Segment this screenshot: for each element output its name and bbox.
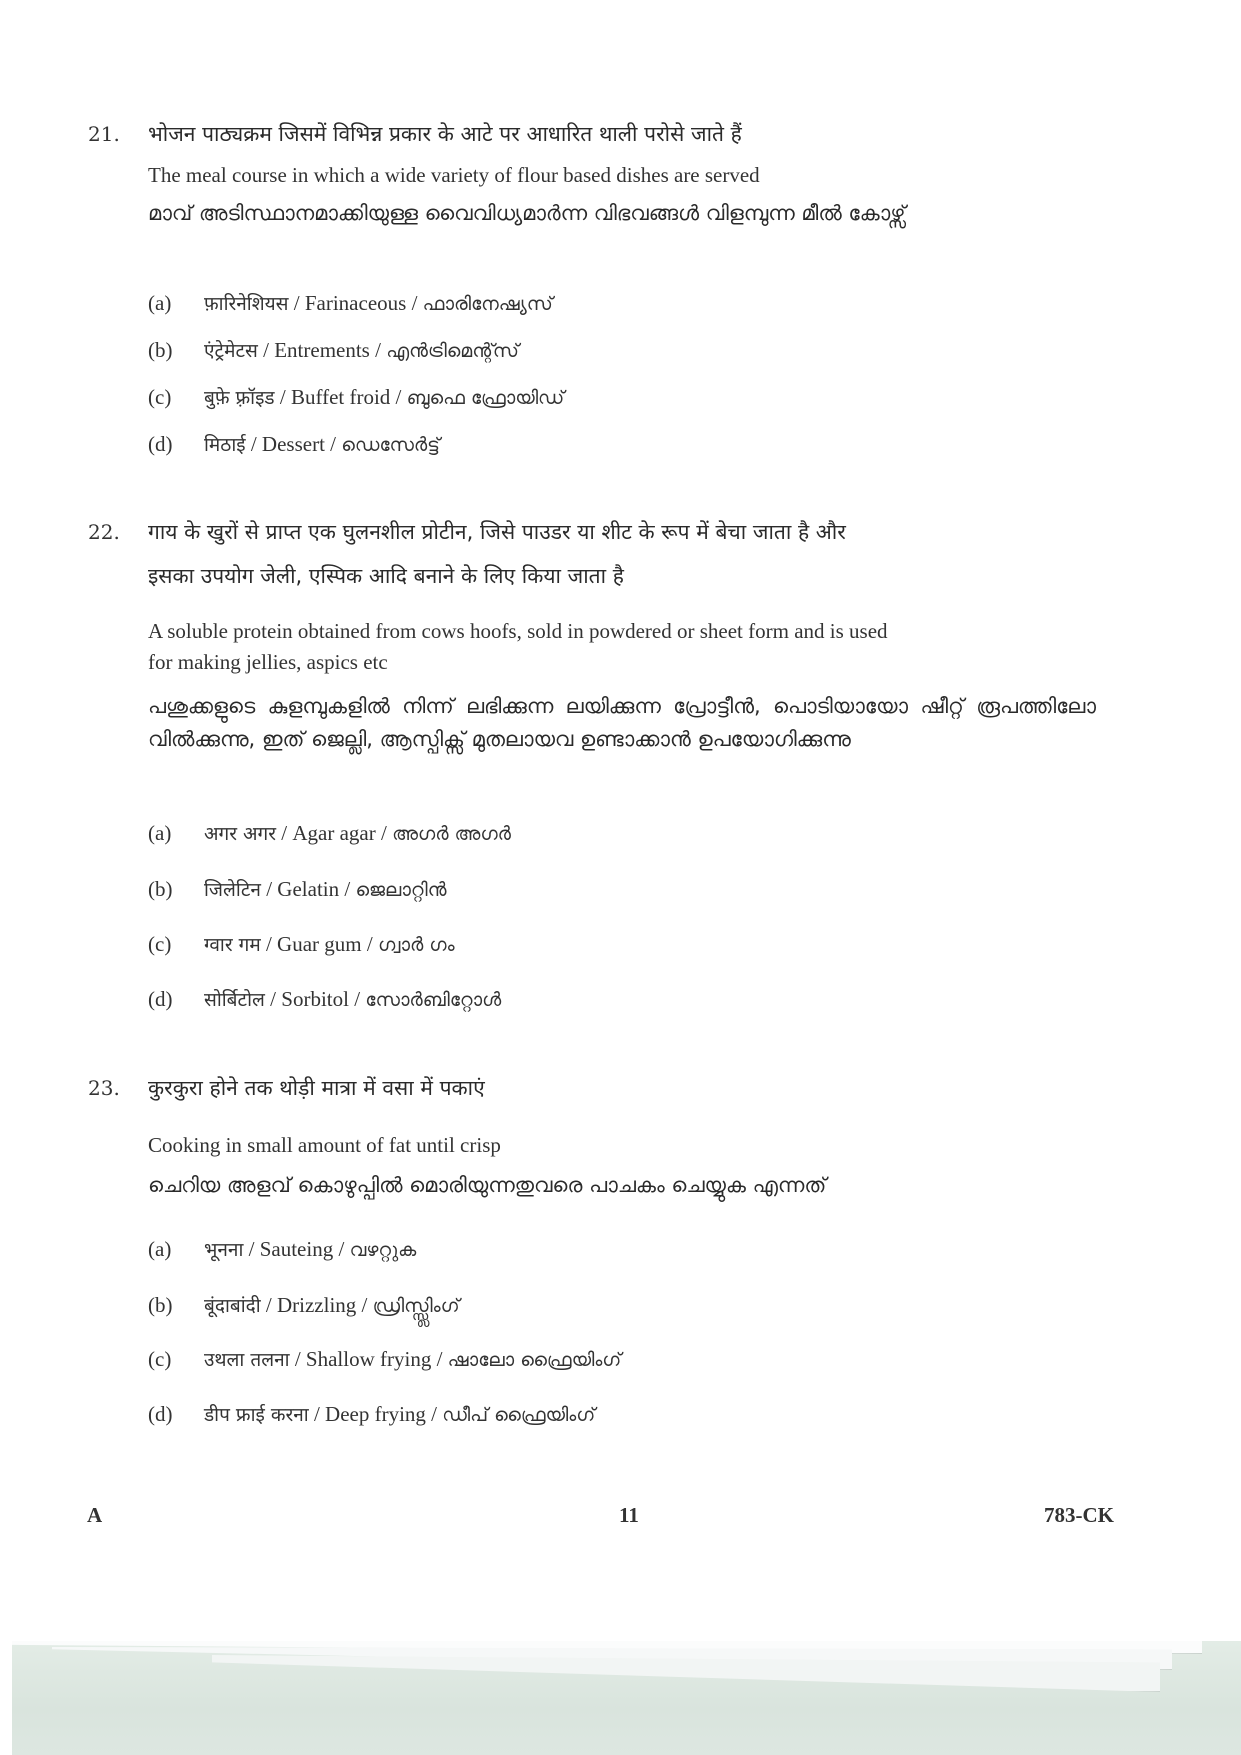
option-malayalam: ജെലാറ്റിൻ: [355, 879, 447, 901]
question-hindi: कुरकुरा होने तक थोड़ी मात्रा में वसा में पकाएं: [148, 1076, 485, 1100]
option-hindi: मिठाई: [204, 434, 246, 456]
option-malayalam: ഡ്രിസ്സ്ലിംഗ്: [372, 1295, 460, 1317]
option-label: (d): [148, 1402, 173, 1426]
option-malayalam: വഴറ്റുക: [349, 1239, 417, 1261]
option-hindi: भूनना: [204, 1239, 244, 1261]
option-label: (c): [148, 385, 172, 409]
option-label: (b): [148, 1293, 173, 1317]
option-label: (c): [148, 932, 172, 956]
option-hindi: जिलेटिन: [204, 879, 261, 901]
option-english: Guar gum: [277, 932, 362, 956]
option-english: Buffet froid: [290, 385, 391, 409]
question-hindi: भोजन पाठ्यक्रम जिसमें विभिन्न प्रकार के आटे पर आधारित थाली परोसे जाते हैं: [148, 122, 742, 146]
scanner-background: [12, 1641, 1241, 1755]
option-hindi: डीप फ्राई करना: [204, 1404, 309, 1426]
option-malayalam: എൻട്രിമെന്റ്സ്: [386, 340, 519, 362]
option-label: (b): [148, 338, 173, 362]
option-hindi: ग्वार गम: [204, 934, 261, 956]
option-label: (d): [148, 432, 173, 456]
option-b[interactable]: (b) जिलेटिन / Gelatin / ജെലാറ്റിൻ: [148, 877, 447, 901]
option-a[interactable]: (a) अगर अगर / Agar agar / അഗർ അഗർ: [148, 821, 511, 845]
option-malayalam: ബുഫെ ഫ്രോയിഡ്: [406, 387, 565, 409]
option-a[interactable]: (a) भूनना / Sauteing / വഴറ്റുക: [148, 1237, 417, 1261]
option-english: Farinaceous: [304, 291, 407, 315]
question-hindi-line1: गाय के खुरों से प्राप्त एक घुलनशील प्रोटीन, जिसे पाउडर या शीट के रूप में बेचा जाता है और: [148, 520, 846, 544]
option-english: Agar agar: [292, 821, 376, 845]
option-d[interactable]: (d) सोर्बिटोल / Sorbitol / സോർബിറ്റോൾ: [148, 987, 502, 1011]
option-b[interactable]: (b) एंट्रेमेटस / Entrements / എൻട്രിമെന്റ്സ്: [148, 338, 519, 362]
question-malayalam: ചെറിയ അളവ് കൊഴുപ്പിൽ മൊരിയുന്നതുവരെ പാചകം ചെയ്യുക എന്നത്: [148, 1173, 827, 1197]
option-label: (d): [148, 987, 173, 1011]
question-english: The meal course in which a wide variety of flour based dishes are served: [148, 163, 760, 187]
option-c[interactable]: (c) बुफ़े फ़्रॉइड / Buffet froid / ബുഫെ ഫ്രോയിഡ്: [148, 385, 565, 409]
option-hindi: उथला तलना: [204, 1349, 290, 1371]
option-label: (a): [148, 821, 172, 845]
page-number: 11: [619, 1503, 639, 1527]
question-number: 22.: [88, 520, 120, 544]
option-english: Sorbitol: [281, 987, 349, 1011]
question-number: 23.: [88, 1076, 120, 1100]
option-c[interactable]: (c) ग्वार गम / Guar gum / ഗ്വാർ ഗം: [148, 932, 455, 956]
option-label: (b): [148, 877, 173, 901]
option-label: (c): [148, 1347, 172, 1371]
question-malayalam: പശുക്കളുടെ കുളമ്പുകളിൽ നിന്ന് ലഭിക്കുന്ന ലയിക്കുന്ന പ്രോട്ടീൻ, പൊടിയായോ ഷീറ്റ് രൂപത്തിലോ വിൽക്കുന്നു, ഇത് ജെല്ലി, ആസ്പിക്സ് മുതലായവ ഉണ്ടാക്കാൻ ഉപയോഗിക്കുന്നു: [148, 694, 1096, 751]
option-malayalam: സോർബിറ്റോൾ: [365, 989, 502, 1011]
question-hindi-line2: इसका उपयोग जेली, एस्पिक आदि बनाने के लिए किया जाता है: [148, 564, 624, 588]
question-english: Cooking in small amount of fat until crisp: [148, 1133, 501, 1157]
option-malayalam: ഡീപ് ഫ്രൈയിംഗ്: [442, 1404, 596, 1426]
option-hindi: सोर्बिटोल: [204, 989, 265, 1011]
option-malayalam: അഗർ അഗർ: [392, 823, 511, 845]
option-english: Sauteing: [259, 1237, 334, 1261]
option-english: Drizzling: [276, 1293, 357, 1317]
option-english: Shallow frying: [305, 1347, 432, 1371]
option-d[interactable]: (d) डीप फ्राई करना / Deep frying / ഡീപ് ഫ്രൈയിംഗ്: [148, 1402, 596, 1426]
option-hindi: एंट्रेमेटस: [204, 340, 258, 362]
option-label: (a): [148, 291, 172, 315]
option-label: (a): [148, 1237, 172, 1261]
option-english: Gelatin: [277, 877, 340, 901]
option-b[interactable]: (b) बूंदाबांदी / Drizzling / ഡ്രിസ്സ്ലിംഗ്: [148, 1293, 460, 1317]
question-malayalam: മാവ് അടിസ്ഥാനമാക്കിയുള്ള വൈവിധ്യമാർന്ന വിഭവങ്ങൾ വിളമ്പുന്ന മീൽ കോഴ്സ്: [148, 201, 906, 225]
option-hindi: बूंदाबांदी: [204, 1295, 261, 1317]
option-hindi: फ़ारिनेशियस: [204, 293, 289, 315]
option-english: Entrements: [274, 338, 370, 362]
option-english: Dessert: [261, 432, 325, 456]
option-english: Deep frying: [325, 1402, 426, 1426]
option-hindi: बुफ़े फ़्रॉइड: [204, 387, 275, 409]
question-english-line1: A soluble protein obtained from cows hoofs, sold in powdered or sheet form and is used: [148, 619, 888, 643]
option-hindi: अगर अगर: [204, 823, 277, 845]
series-code: A: [87, 1503, 103, 1527]
option-malayalam: ഗ്വാർ ഗം: [377, 934, 455, 956]
option-d[interactable]: (d) मिठाई / Dessert / ഡെസേർട്ട്: [148, 432, 441, 456]
option-malayalam: ഫാരിനേഷ്യസ്: [422, 293, 553, 315]
option-a[interactable]: (a) फ़ारिनेशियस / Farinaceous / ഫാരിനേഷ്യസ്: [148, 291, 553, 315]
question-number: 21.: [88, 122, 120, 146]
option-c[interactable]: (c) उथला तलना / Shallow frying / ഷാലോ ഫ്രൈയിംഗ്: [148, 1347, 622, 1371]
option-malayalam: ഷാലോ ഫ്രൈയിംഗ്: [447, 1349, 622, 1371]
option-malayalam: ഡെസേർട്ട്: [341, 434, 441, 456]
booklet-code: 783-CK: [1044, 1503, 1114, 1527]
question-english-line2: for making jellies, aspics etc: [148, 650, 388, 674]
